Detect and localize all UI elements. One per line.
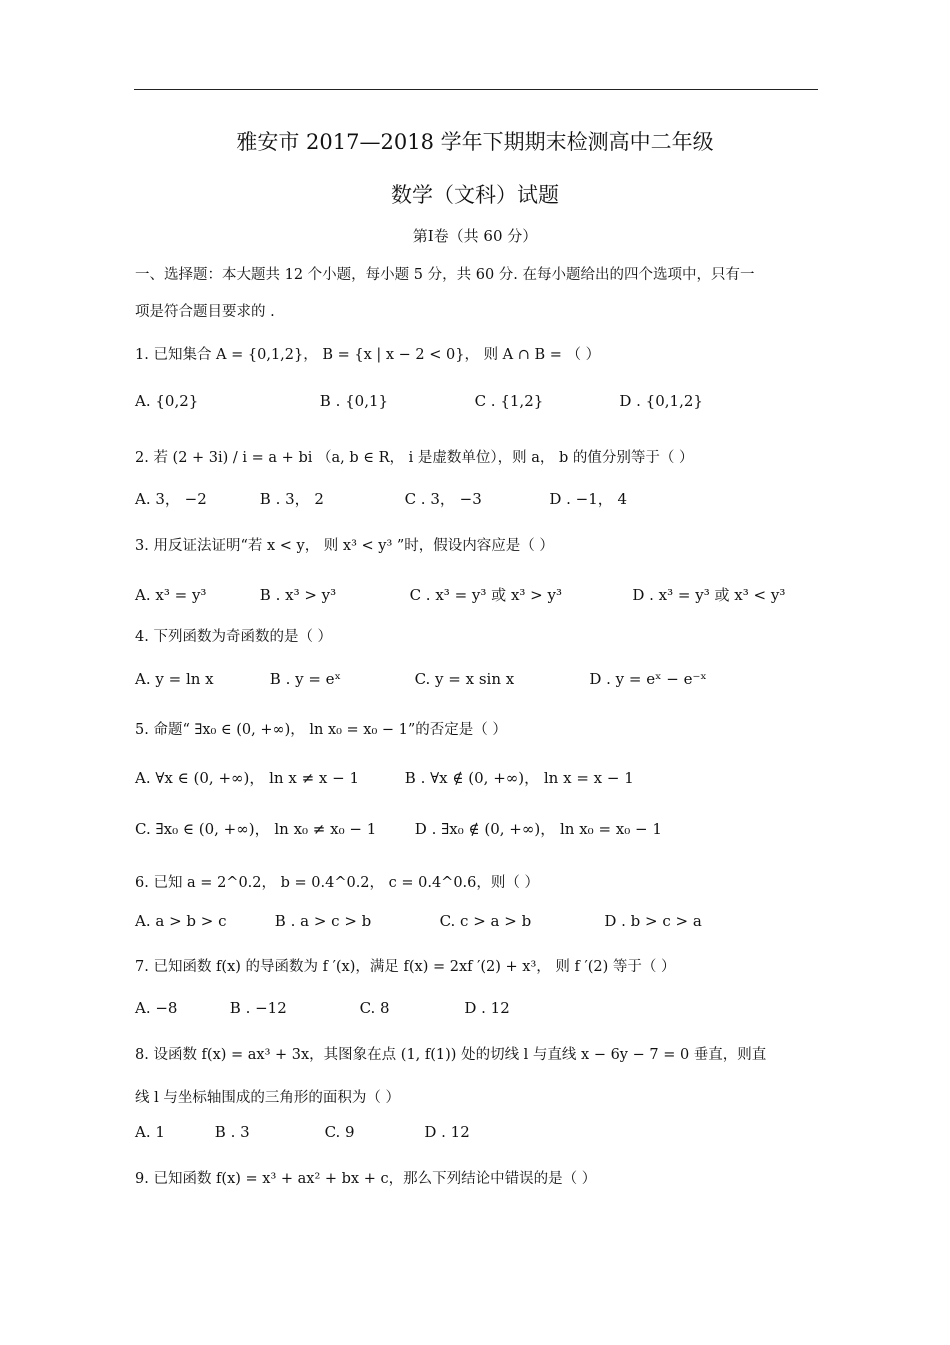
top-rule [134, 89, 818, 90]
question-4-options [135, 670, 707, 688]
option-b: B . −12 [229, 999, 287, 1017]
option-d: D . x³ = y³ 或 x³ < y³ [632, 586, 786, 604]
option-c: C . {1,2} [474, 392, 544, 410]
question-5-options-row-1 [135, 767, 634, 788]
question-3-options [135, 584, 785, 605]
question-2-stem: 2. 若 (2 + 3i) / i = a + bi （a, b ∈ R， i 是虚数单位），则 a， b 的值分别等于（ ） [135, 450, 694, 466]
instructions-line-2: 项是符合题目要求的 . [135, 304, 275, 320]
option-a: A. a > b > c [135, 912, 227, 930]
option-c: C. ∃x₀ ∈ (0, +∞)， ln x₀ ≠ x₀ − 1 [135, 820, 377, 838]
option-a: A. 3， −2 [135, 490, 207, 508]
question-8-options [135, 1123, 470, 1141]
option-b: B . 3 [214, 1123, 250, 1141]
option-d: D . b > c > a [604, 912, 702, 930]
question-2-options [135, 488, 627, 509]
option-a: A. 1 [135, 1123, 165, 1141]
exam-title: 雅安市 2017—2018 学年下期期末检测高中二年级 [236, 130, 714, 154]
option-c: C. 9 [324, 1123, 355, 1141]
option-d: D . −1， 4 [549, 490, 628, 508]
question-5-options-row-2 [135, 818, 662, 839]
question-7-stem: 7. 已知函数 f(x) 的导函数为 f ′(x)，满足 f(x) = 2xf ′(2) + x³， 则 f ′(2) 等于（ ） [135, 959, 676, 975]
question-3-stem: 3. 用反证法证明“若 x < y， 则 x³ < y³ ”时，假设内容应是（ ） [135, 538, 554, 554]
question-6-stem: 6. 已知 a = 2^0.2， b = 0.4^0.2， c = 0.4^0.6，则（ ） [135, 875, 540, 891]
option-c: C. c > a > b [439, 912, 532, 930]
question-1-options [135, 392, 703, 410]
question-4-stem: 4. 下列函数为奇函数的是（ ） [135, 629, 333, 645]
option-a: A. −8 [135, 999, 178, 1017]
option-b: B . x³ > y³ [259, 586, 337, 604]
instructions-line-1: 一、选择题：本大题共 12 个小题，每小题 5 分，共 60 分. 在每小题给出的四个选项中，只有一 [135, 267, 755, 283]
option-b: B . 3， 2 [259, 490, 324, 508]
option-d: D . y = eˣ − e⁻ˣ [589, 670, 707, 688]
option-c: C . 3， −3 [404, 490, 482, 508]
exam-subtitle: 数学（文科）试题 [391, 183, 559, 207]
option-b: B . a > c > b [274, 912, 372, 930]
option-d: D . ∃x₀ ∉ (0, +∞)， ln x₀ = x₀ − 1 [414, 820, 662, 838]
option-a: A. ∀x ∈ (0, +∞)， ln x ≠ x − 1 [135, 769, 360, 787]
option-a: A. {0,2} [135, 392, 199, 410]
question-5-stem: 5. 命题“ ∃x₀ ∈ (0, +∞)， ln x₀ = x₀ − 1”的否定是（ ） [135, 722, 507, 738]
question-1-stem: 1. 已知集合 A = {0,1,2}， B = {x | x − 2 < 0}， 则 A ∩ B = （ ） [135, 347, 601, 363]
question-8-stem: 8. 设函数 f(x) = ax³ + 3x，其图象在点 (1, f(1)) 处的切线 l 与直线 x − 6y − 7 = 0 垂直，则直 [135, 1047, 767, 1063]
option-b: B . {0,1} [319, 392, 389, 410]
section-heading: 第Ⅰ卷（共 60 分） [412, 227, 538, 245]
option-c: C. y = x sin x [414, 670, 515, 688]
option-c: C. 8 [359, 999, 390, 1017]
option-c: C . x³ = y³ 或 x³ > y³ [409, 586, 563, 604]
option-d: D . {0,1,2} [619, 392, 703, 410]
question-9-stem: 9. 已知函数 f(x) = x³ + ax² + bx + c，那么下列结论中错误的是（ ） [135, 1171, 597, 1187]
option-b: B . y = eˣ [269, 670, 341, 688]
question-7-options [135, 999, 510, 1017]
option-b: B . ∀x ∉ (0, +∞)， ln x = x − 1 [404, 769, 634, 787]
option-d: D . 12 [464, 999, 510, 1017]
option-a: A. y = ln x [135, 670, 214, 688]
option-a: A. x³ = y³ [135, 586, 207, 604]
question-8-stem-continued: 线 l 与坐标轴围成的三角形的面积为（ ） [135, 1090, 400, 1106]
question-6-options [135, 912, 702, 930]
option-d: D . 12 [424, 1123, 470, 1141]
